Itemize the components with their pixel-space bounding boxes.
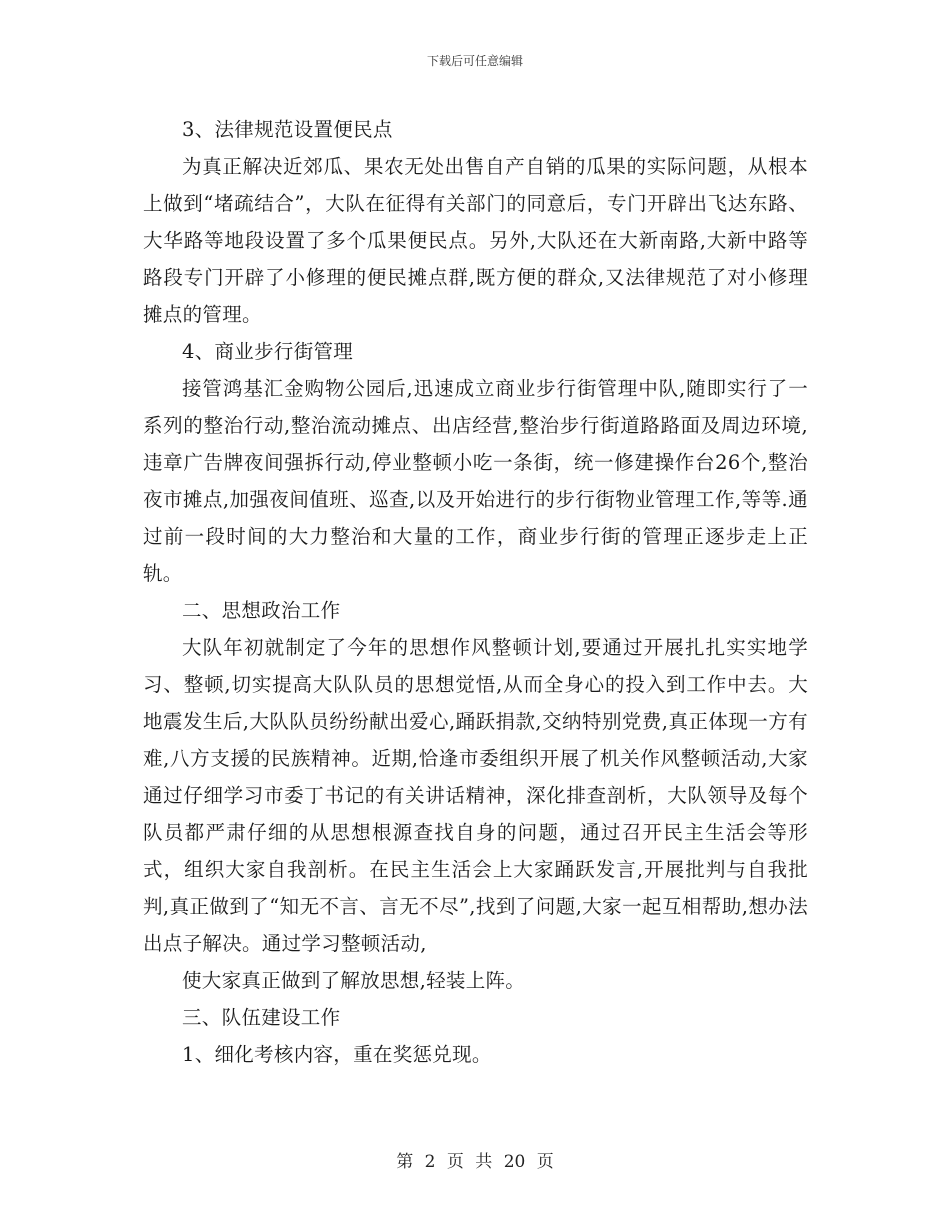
section-heading-assessment: 1、细化考核内容，重在奖惩兑现。	[182, 1043, 492, 1066]
section-heading-team-building: 三、队伍建设工作	[182, 1006, 341, 1029]
document-body	[143, 111, 808, 1073]
section-heading-political-work: 二、思想政治工作	[182, 599, 341, 622]
paragraph: 为真正解决近郊瓜、果农无处出售自产自销的瓜果的实际问题，从根本上做到“堵疏结合”，大队在征得有关部门的同意后，专门开辟出飞达东路、大华路等地段设置了多个瓜果便民点。另外,大队还在大新南路,大新中路等路段专门开辟了小修理的便民摊点群,既方便的群众,又法律规范了对小修理摊点的管理。	[143, 155, 808, 326]
section-heading-pedestrian-street: 4、商业步行街管理	[182, 340, 354, 363]
page-number-footer: 第 2 页 共 20 页	[396, 1152, 554, 1172]
paragraph: 使大家真正做到了解放思想,轻装上阵。	[182, 969, 526, 992]
paragraph: 接管鸿基汇金购物公园后,迅速成立商业步行街管理中队,随即实行了一系列的整治行动,整治流动摊点、出店经营,整治步行街道路路面及周边环境,违章广告牌夜间强拆行动,停业整顿小吃一条街，统一修建操作台26个,整治夜市摊点,加强夜间值班、巡查,以及开始进行的步行街物业管理工作,等等.通过前一段时间的大力整治和大量的工作，商业步行街的管理正逐步走上正轨。	[143, 377, 808, 585]
section-heading-convenience-points: 3、法律规范设置便民点	[182, 118, 393, 141]
paragraph: 大队年初就制定了今年的思想作风整顿计划,要通过开展扎扎实实地学习、整顿,切实提高大队队员的思想觉悟,从而全身心的投入到工作中去。大地震发生后,大队队员纷纷献出爱心,踊跃捐款,交纳特别党费,真正体现一方有难,八方支援的民族精神。近期,恰逢市委组织开展了机关作风整顿活动,大家通过仔细学习市委丁书记的有关讲话精神，深化排查剖析，大队领导及每个队员都严肃仔细的从思想根源查找自身的问题，通过召开民主生活会等形式，组织大家自我剖析。在民主生活会上大家踊跃发言,开展批判与自我批判,真正做到了“知无不言、言无不尽”,找到了问题,大家一起互相帮助,想办法出点子解决。通过学习整顿活动,	[143, 636, 808, 955]
page-header: 下载后可任意编辑	[426, 54, 523, 68]
